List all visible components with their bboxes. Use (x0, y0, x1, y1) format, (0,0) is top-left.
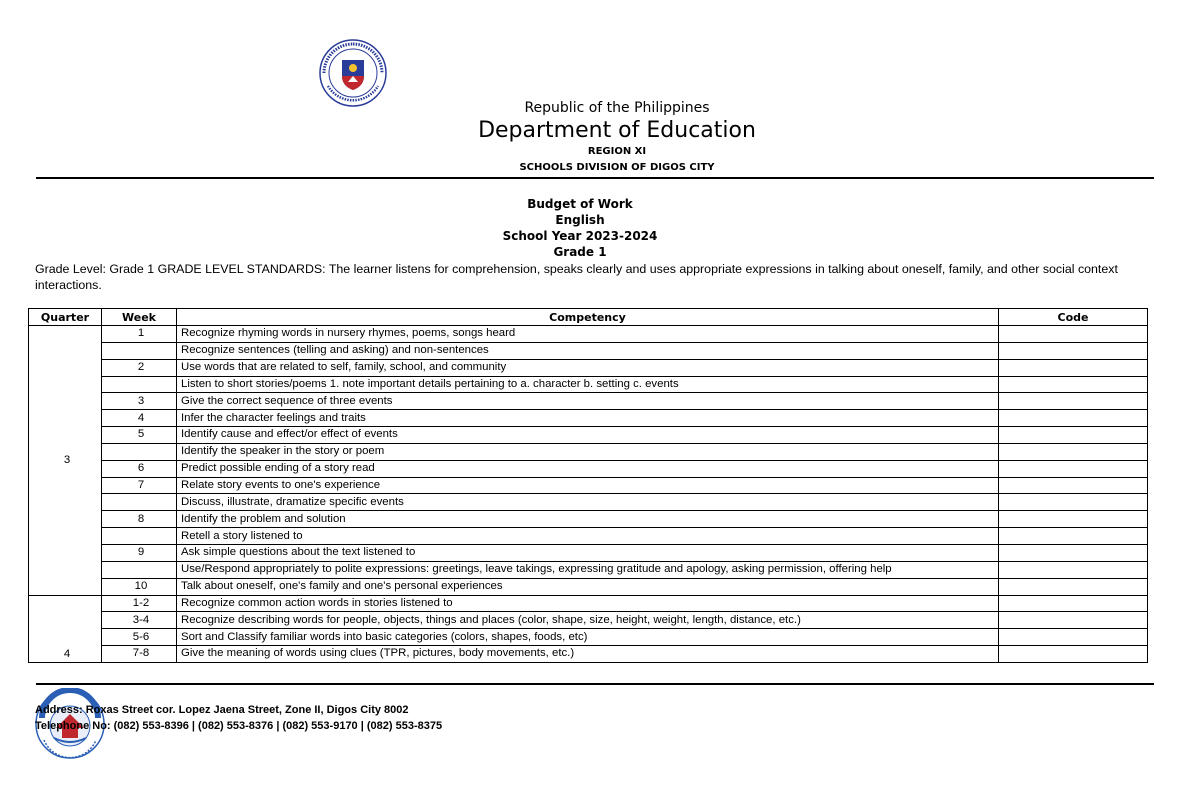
competency-cell: Relate story events to one's experience (177, 477, 999, 494)
quarter-cell: 3 (29, 326, 102, 596)
competency-cell: Give the meaning of words using clues (TPR, pictures, body movements, etc.) (177, 646, 999, 663)
table-row (29, 393, 1148, 410)
document-titles (0, 196, 1160, 260)
table-row (29, 359, 1148, 376)
table-header-row (29, 309, 1148, 326)
header-divider (36, 177, 1154, 179)
week-cell: 3-4 (102, 612, 177, 629)
week-cell: 7-8 (102, 646, 177, 663)
table-row (29, 460, 1148, 477)
code-cell (999, 528, 1148, 545)
document-title: Budget of Work (527, 197, 633, 211)
code-cell (999, 629, 1148, 646)
competency-cell: Identify cause and effect/or effect of events (177, 427, 999, 444)
quarter-cell: 4 (29, 595, 102, 662)
code-cell (999, 427, 1148, 444)
competency-cell: Recognize common action words in stories listened to (177, 595, 999, 612)
table-row (29, 443, 1148, 460)
week-cell (102, 342, 177, 359)
code-cell (999, 477, 1148, 494)
column-header-code: Code (999, 309, 1148, 326)
week-cell: 5 (102, 427, 177, 444)
competency-cell: Give the correct sequence of three events (177, 393, 999, 410)
code-cell (999, 544, 1148, 561)
table-row (29, 561, 1148, 578)
week-cell: 10 (102, 578, 177, 595)
competency-cell: Discuss, illustrate, dramatize specific events (177, 494, 999, 511)
table-row (29, 578, 1148, 595)
code-cell (999, 376, 1148, 393)
competency-cell: Listen to short stories/poems 1. note important details pertaining to a. character b. setting c. events (177, 376, 999, 393)
document-subject: English (555, 213, 605, 227)
footer-telephone: Telephone No: (082) 553-8396 | (082) 553-8376 | (082) 553-9170 | (082) 553-8375 (35, 720, 443, 732)
table-row (29, 629, 1148, 646)
code-cell (999, 342, 1148, 359)
week-cell: 5-6 (102, 629, 177, 646)
document-school-year: School Year 2023-2024 (502, 229, 658, 243)
week-cell: 6 (102, 460, 177, 477)
table-row (29, 544, 1148, 561)
week-cell (102, 561, 177, 578)
week-cell: 1-2 (102, 595, 177, 612)
competency-cell: Predict possible ending of a story read (177, 460, 999, 477)
table-row (29, 595, 1148, 612)
competency-cell: Ask simple questions about the text listened to (177, 544, 999, 561)
table-row (29, 376, 1148, 393)
table-row (29, 646, 1148, 663)
code-cell (999, 578, 1148, 595)
table-row (29, 511, 1148, 528)
competency-cell: Retell a story listened to (177, 528, 999, 545)
code-cell (999, 511, 1148, 528)
column-header-competency: Competency (177, 309, 999, 326)
document-grade: Grade 1 (553, 245, 607, 259)
week-cell (102, 494, 177, 511)
code-cell (999, 612, 1148, 629)
table-row (29, 612, 1148, 629)
competency-cell: Talk about oneself, one's family and one's personal experiences (177, 578, 999, 595)
competency-cell: Infer the character feelings and traits (177, 410, 999, 427)
week-cell: 3 (102, 393, 177, 410)
department-heading: Department of Education (478, 118, 756, 143)
competency-cell: Use words that are related to self, family, school, and community (177, 359, 999, 376)
week-cell (102, 528, 177, 545)
grade-level-standards: Grade Level: Grade 1 GRADE LEVEL STANDARDS: The learner listens for comprehension, speaks clearly and uses appropriate expressions in talking about oneself, family, and other social context interactions. (35, 262, 1118, 292)
code-cell (999, 494, 1148, 511)
code-cell (999, 646, 1148, 663)
code-cell (999, 460, 1148, 477)
week-cell: 9 (102, 544, 177, 561)
table-row (29, 427, 1148, 444)
competency-cell: Identify the problem and solution (177, 511, 999, 528)
table-row (29, 477, 1148, 494)
budget-of-work-table (28, 308, 1148, 663)
code-cell (999, 410, 1148, 427)
competency-cell: Recognize rhyming words in nursery rhymes, poems, songs heard (177, 326, 999, 343)
footer-divider (36, 683, 1154, 685)
code-cell (999, 326, 1148, 343)
competency-cell: Sort and Classify familiar words into basic categories (colors, shapes, foods, etc) (177, 629, 999, 646)
code-cell (999, 561, 1148, 578)
table-row (29, 342, 1148, 359)
week-cell: 7 (102, 477, 177, 494)
republic-heading: Republic of the Philippines (524, 100, 710, 116)
table-row (29, 494, 1148, 511)
week-cell: 2 (102, 359, 177, 376)
column-header-week: Week (102, 309, 177, 326)
week-cell: 8 (102, 511, 177, 528)
competency-cell: Recognize describing words for people, objects, things and places (color, shape, size, height, weight, length, distance, etc.) (177, 612, 999, 629)
division-heading: SCHOOLS DIVISION OF DIGOS CITY (519, 162, 715, 173)
table-row (29, 410, 1148, 427)
competency-cell: Use/Respond appropriately to polite expressions: greetings, leave takings, expressing gratitude and apology, asking permission, offering help (177, 561, 999, 578)
table-row (29, 528, 1148, 545)
week-cell: 4 (102, 410, 177, 427)
footer-address: Address: Roxas Street cor. Lopez Jaena Street, Zone II, Digos City 8002 (35, 704, 409, 716)
week-cell (102, 376, 177, 393)
code-cell (999, 443, 1148, 460)
code-cell (999, 595, 1148, 612)
competency-cell: Identify the speaker in the story or poem (177, 443, 999, 460)
week-cell: 1 (102, 326, 177, 343)
column-header-quarter: Quarter (29, 309, 102, 326)
code-cell (999, 393, 1148, 410)
footer-contact (35, 702, 442, 734)
deped-seal-logo (318, 38, 388, 108)
competency-cell: Recognize sentences (telling and asking) and non-sentences (177, 342, 999, 359)
week-cell (102, 443, 177, 460)
code-cell (999, 359, 1148, 376)
table-row (29, 326, 1148, 343)
region-heading: REGION XI (587, 146, 647, 157)
